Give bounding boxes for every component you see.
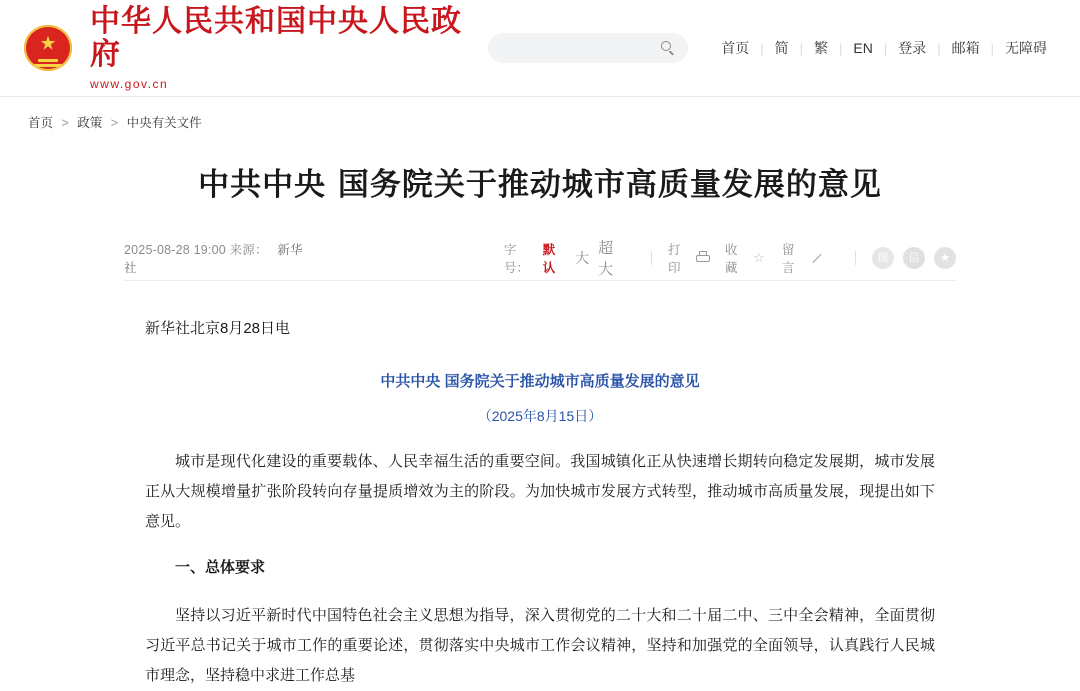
nav-item-mail[interactable]: 邮箱 [951, 40, 980, 56]
document-inner-title: 中共中央 国务院关于推动城市高质量发展的意见 [380, 372, 700, 390]
nav-item-accessibility[interactable]: 无障碍 [1005, 40, 1047, 56]
breadcrumb [0, 97, 1080, 131]
wechat-share-icon[interactable]: 信 [903, 247, 925, 269]
comment-label: 留言 [782, 243, 795, 276]
nav-separator: | [760, 40, 764, 56]
header-right [488, 33, 1058, 63]
meta-divider [855, 251, 856, 265]
document-inner-date: （2025年8月15日） [477, 407, 603, 424]
qzone-share-icon[interactable]: ★ [934, 247, 956, 269]
nav-item-english[interactable]: EN [853, 40, 873, 56]
meta-divider [651, 251, 652, 265]
favorite-button[interactable] [725, 240, 766, 276]
fontsize-option-default[interactable]: 默认 [542, 243, 556, 276]
search-box[interactable] [488, 33, 688, 63]
national-emblem-icon: ★ [22, 22, 74, 74]
source-name: 新华社 [124, 243, 303, 276]
search-input[interactable] [500, 40, 650, 56]
article-body [145, 281, 935, 691]
site-logo-title: 中华人民共和国中央人民政府 [90, 4, 462, 72]
paragraph: 坚持以习近平新时代中国特色社会主义思想为指导，深入贯彻党的二十大和二十届二中、三中全会精神，全面贯彻习近平总书记关于城市工作的重要论述，贯彻落实中央城市工作会议精神，坚持和加强党的全面领导，认真践行人民城市理念，坚持稳中求进工作总基 [145, 607, 935, 685]
search-icon[interactable] [661, 41, 676, 56]
breadcrumb-separator: > [61, 116, 69, 130]
source-label: 来源： [229, 243, 268, 258]
site-header [0, 0, 1080, 96]
page-title: 中共中央 国务院关于推动城市高质量发展的意见 [198, 167, 882, 203]
weibo-share-icon[interactable]: 微 [872, 247, 894, 269]
print-label: 打印 [668, 243, 681, 276]
fontsize-controls [504, 237, 872, 279]
fontsize-label: 字号： [503, 243, 529, 276]
section-heading: 一、总体要求 [175, 559, 266, 577]
fontsize-option-extra-large[interactable]: 超大 [598, 240, 614, 279]
paragraph: 城市是现代化建设的重要载体、人民幸福生活的重要空间。我国城镇化正从快速增长期转向稳定发展期，城市发展正从大规模增量扩张阶段转向存量提质增效为主的阶段。为加快城市发展方式转型，推动城市高质量发展，现提出如下意见。 [145, 453, 935, 531]
printer-icon [696, 251, 709, 265]
publish-datetime: 2025-08-28 19:00 [124, 243, 226, 258]
nav-separator: | [937, 40, 941, 56]
breadcrumb-separator: > [110, 116, 119, 130]
nav-separator: | [799, 40, 803, 56]
favorite-label: 收藏 [725, 243, 738, 276]
comment-button[interactable] [782, 240, 823, 276]
article-meta-bar [124, 237, 956, 281]
fontsize-option-large[interactable]: 大 [575, 250, 590, 267]
site-logo-domain: www.gov.cn [90, 77, 169, 91]
breadcrumb-item-policy[interactable]: 政策 [77, 116, 103, 130]
nav-separator: | [838, 40, 843, 56]
nav-separator: | [990, 40, 994, 56]
breadcrumb-item-central-documents[interactable]: 中央有关文件 [126, 116, 202, 130]
nav-item-simplified[interactable]: 简 [774, 40, 789, 56]
nav-item-home[interactable]: 首页 [721, 40, 750, 56]
nav-separator: | [883, 40, 888, 56]
breadcrumb-item-home[interactable]: 首页 [28, 116, 54, 130]
pencil-icon [810, 251, 823, 265]
star-icon: ☆ [753, 250, 765, 266]
nav-item-login[interactable]: 登录 [898, 40, 927, 56]
article-meta-left [124, 240, 308, 276]
share-buttons [872, 247, 956, 269]
site-logo[interactable] [90, 5, 488, 91]
dispatch-line: 新华社北京8月28日电 [145, 319, 291, 337]
print-button[interactable] [668, 240, 709, 276]
header-nav [710, 38, 1058, 58]
article [124, 131, 956, 281]
nav-item-traditional[interactable]: 繁 [813, 40, 828, 56]
